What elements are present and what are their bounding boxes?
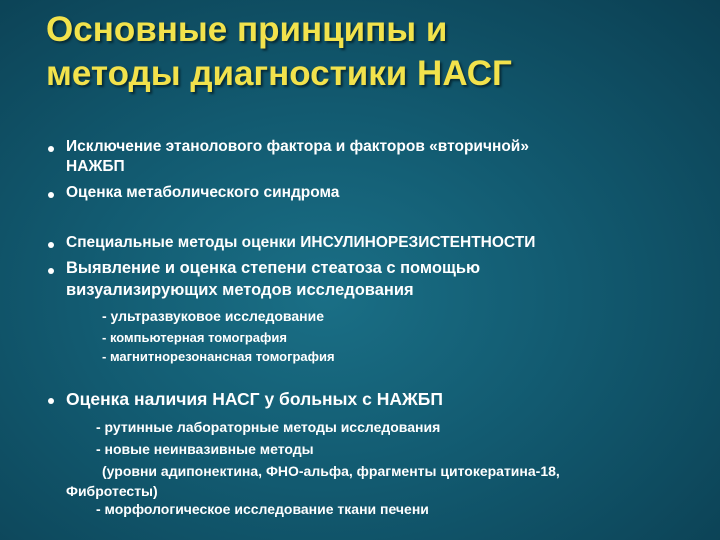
bullet-4-line-2: визуализирующих методов исследования (66, 281, 414, 299)
bullet-1-line-2: НАЖБП (66, 158, 125, 175)
bullet-2: Оценка метаболического синдрома (66, 184, 340, 201)
bullet-dot (48, 192, 54, 198)
title-line-1: Основные принципы и (46, 10, 448, 49)
bullet-1-line-1: Исключение этанолового фактора и факторов «вторичной» (66, 138, 529, 155)
bullet-4-sub-3: - магнитнорезонансная томография (102, 349, 335, 364)
bullet-5-sub-3: (уровни адипонектина, ФНО-альфа, фрагменты цитокератина-18, (102, 463, 560, 479)
bullet-5-sub-5: - морфологическое исследование ткани печени (96, 501, 429, 517)
bullet-5-sub-2: - новые неинвазивные методы (96, 441, 314, 457)
bullet-5: Оценка наличия НАСГ у больных с НАЖБП (66, 389, 443, 409)
bullet-4-sub-1: - ультразвуковое исследование (102, 308, 324, 324)
bullet-dot (48, 398, 54, 404)
bullet-5-sub-1: - рутинные лабораторные методы исследования (96, 419, 441, 435)
bullet-4-line-1: Выявление и оценка степени стеатоза с помощью (66, 259, 481, 277)
bullet-5-sub-4: Фибротесты) (66, 483, 158, 499)
bullet-3: Специальные методы оценки ИНСУЛИНОРЕЗИСТЕНТНОСТИ (66, 234, 536, 251)
bullet-dot (48, 242, 54, 248)
title-line-2: методы диагностики НАСГ (46, 54, 512, 93)
bullet-4-sub-2: - компьютерная томография (102, 330, 287, 345)
bullet-dot (48, 146, 54, 152)
slide-title (46, 8, 686, 96)
bullet-dot (48, 268, 54, 274)
